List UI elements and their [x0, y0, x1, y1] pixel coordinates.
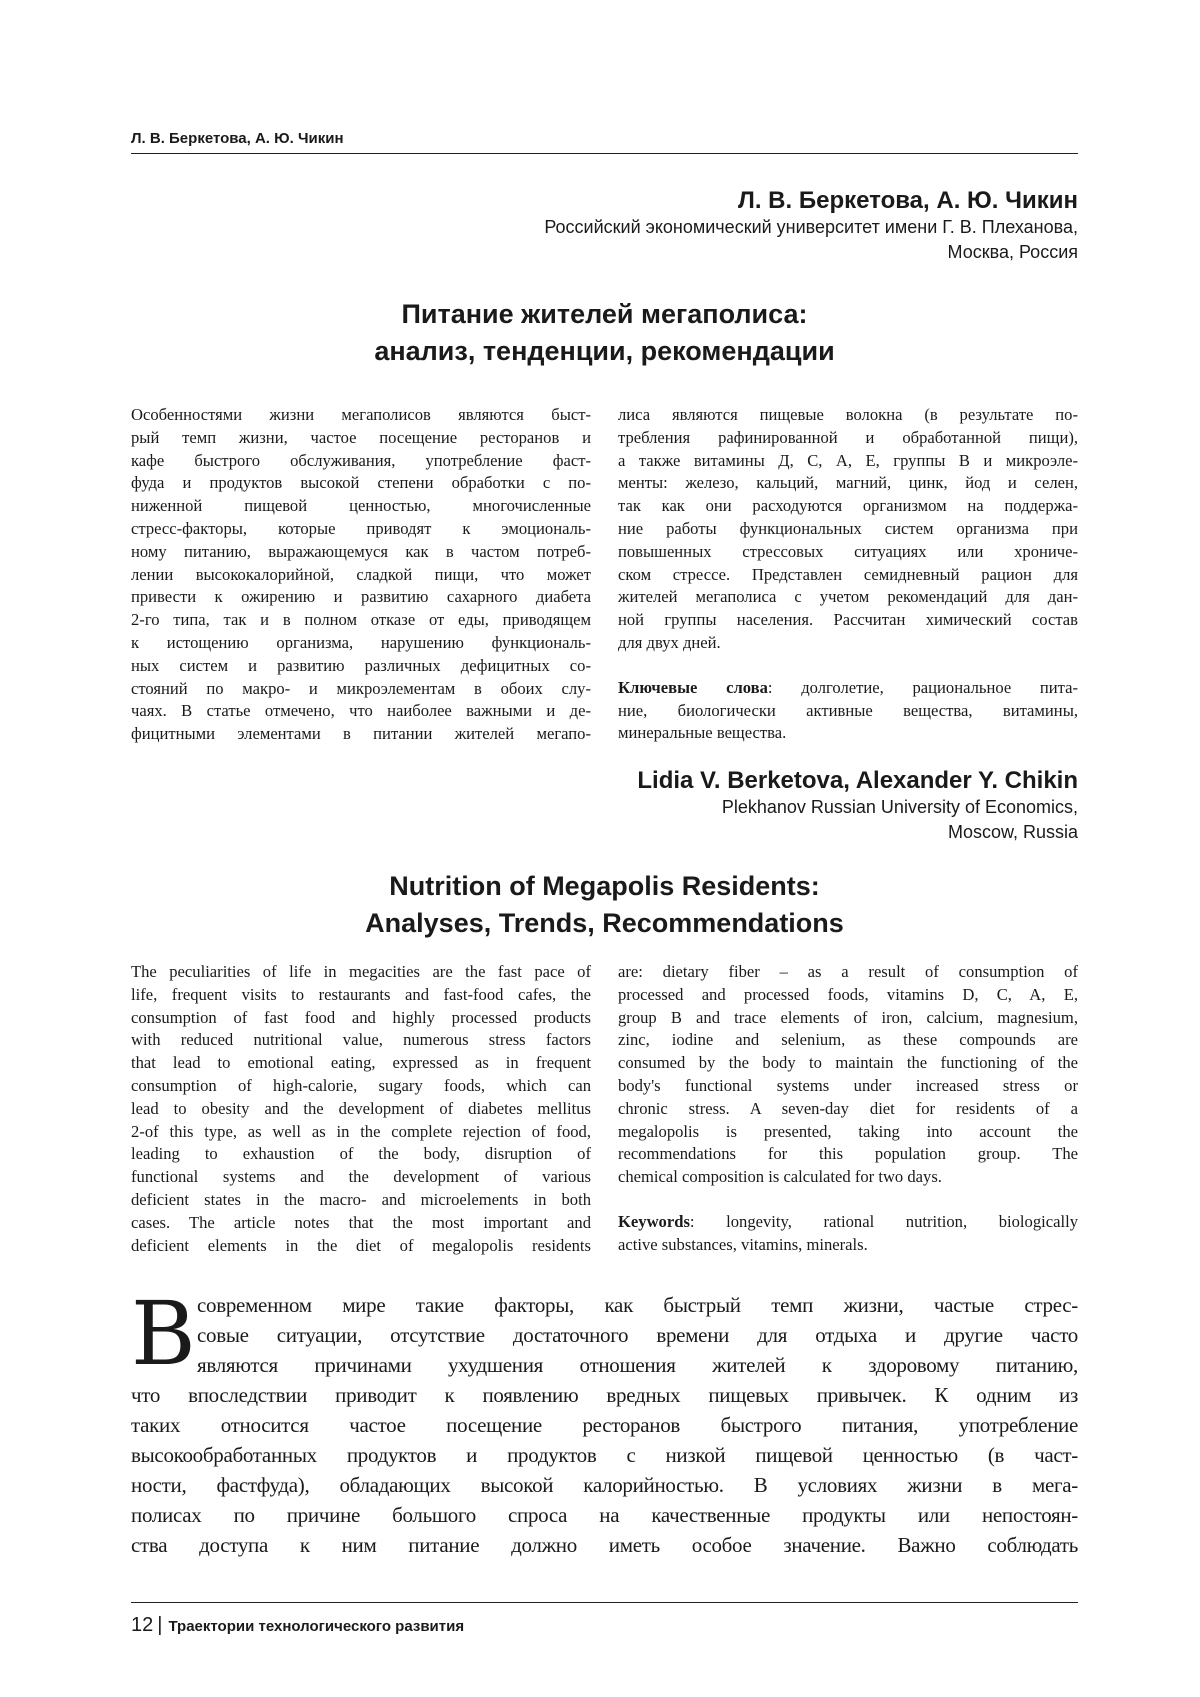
text-line: повышенных стрессовых ситуациях или хрониче-	[618, 541, 1078, 564]
keywords-label: Ключевые слова	[618, 678, 768, 697]
text-line: lead to obesity and the development of diabetes mellitus	[131, 1098, 591, 1121]
text-line: менты: железо, кальций, магний, цинк, йод и селен,	[618, 472, 1078, 495]
en-abstract-left-column	[131, 961, 591, 1257]
keywords-line: минеральные вещества.	[618, 722, 1078, 745]
en-title-line-1: Nutrition of Megapolis Residents:	[131, 868, 1078, 905]
text-line: стресс-факторы, которые приводят к эмоциональ-	[131, 518, 591, 541]
keywords-line	[618, 677, 1078, 700]
keywords-text: : longevity, rational nutrition, biologically	[690, 1212, 1078, 1231]
text-line: ности, фастфуда), обладающих высокой калорийностью. В условиях жизни в мега-	[131, 1470, 1078, 1500]
text-line: cases. The article notes that the most important and	[131, 1212, 591, 1235]
text-line: а также витамины Д, С, А, Е, группы В и микроэле-	[618, 450, 1078, 473]
text-line: body's functional systems under increased stress or	[618, 1075, 1078, 1098]
ru-affiliation-line-1: Российский экономический университет имени Г. В. Плеханова,	[544, 215, 1078, 240]
footer-separator: |	[157, 1614, 162, 1636]
text-line: к истощению организма, нарушению функциональ-	[131, 632, 591, 655]
text-line: что впоследствии приводит к появлению вредных пищевых привычек. К одним из	[131, 1380, 1078, 1410]
text-line: ние работы функциональных систем организма при	[618, 518, 1078, 541]
text-line: recommendations for this population group. The	[618, 1143, 1078, 1166]
text-line: ному питанию, выражающемуся как в частом потреб-	[131, 541, 591, 564]
ru-abstract-left-column	[131, 404, 591, 746]
text-line: так как они расходуются организмом на поддержа-	[618, 495, 1078, 518]
ru-title-line-2: анализ, тенденции, рекомендации	[131, 333, 1078, 370]
ru-author-block	[544, 187, 1078, 265]
keywords-line: ние, биологически активные вещества, витамины,	[618, 700, 1078, 723]
footer	[131, 1614, 464, 1637]
text-line: для двух дней.	[618, 632, 1078, 655]
text-line: ной группы населения. Рассчитан химический состав	[618, 609, 1078, 632]
text-line: чаях. В статье отмечено, что наиболее важными и де-	[131, 700, 591, 723]
text-line: zinc, iodine and selenium, as these compounds are	[618, 1029, 1078, 1052]
text-line: высокообработанных продуктов и продуктов с низкой пищевой ценностью (в част-	[131, 1440, 1078, 1470]
keywords-line: active substances, vitamins, minerals.	[618, 1234, 1078, 1257]
text-line: лиса являются пищевые волокна (в результате по-	[618, 404, 1078, 427]
ru-title-line-1: Питание жителей мегаполиса:	[131, 296, 1078, 333]
header-rule	[131, 153, 1078, 154]
text-line: group B and trace elements of iron, calcium, magnesium,	[618, 1007, 1078, 1030]
running-header: Л. В. Беркетова, А. Ю. Чикин	[131, 130, 344, 147]
text-line: are: dietary fiber – as a result of consumption of	[618, 961, 1078, 984]
keywords-text: : долголетие, рациональное пита-	[768, 678, 1078, 697]
keywords-label: Keywords	[618, 1212, 690, 1231]
text-line: with reduced nutritional value, numerous stress factors	[131, 1029, 591, 1052]
text-line: megalopolis is presented, taking into account the	[618, 1121, 1078, 1144]
text-line: chronic stress. A seven-day diet for residents of a	[618, 1098, 1078, 1121]
text-line: processed and processed foods, vitamins D, C, A, E,	[618, 984, 1078, 1007]
text-line: являются причинами ухудшения отношения жителей к здоровому питанию,	[131, 1350, 1078, 1380]
text-line: chemical composition is calculated for two days.	[618, 1166, 1078, 1189]
en-author-block	[637, 767, 1078, 845]
journal-name: Траектории технологического развития	[168, 1618, 464, 1635]
text-line: life, frequent visits to restaurants and fast-food cafes, the	[131, 984, 591, 1007]
text-line: стояний по макро- и микроэлементам в обоих слу-	[131, 678, 591, 701]
ru-title	[131, 296, 1078, 370]
text-line: ства доступа к ним питание должно иметь особое значение. Важно соблюдать	[131, 1530, 1078, 1560]
text-line: consumption of fast food and highly processed products	[131, 1007, 591, 1030]
ru-authors: Л. В. Беркетова, А. Ю. Чикин	[544, 187, 1078, 215]
en-abstract-right-column	[618, 961, 1078, 1257]
drop-cap: В	[131, 1290, 196, 1378]
en-authors: Lidia V. Berketova, Alexander Y. Chikin	[637, 767, 1078, 795]
text-line: deficient elements in the diet of megalopolis residents	[131, 1235, 591, 1258]
text-line: Особенностями жизни мегаполисов являются быст-	[131, 404, 591, 427]
text-line: The peculiarities of life in megacities are the fast pace of	[131, 961, 591, 984]
spacer	[618, 1189, 1078, 1211]
text-line: functional systems and the development of various	[131, 1166, 591, 1189]
text-line: фуда и продуктов высокой степени обработки с по-	[131, 472, 591, 495]
text-line: современном мире такие факторы, как быстрый темп жизни, частые стрес-	[131, 1290, 1078, 1320]
en-title	[131, 868, 1078, 942]
text-line: привести к ожирению и развитию сахарного диабета	[131, 586, 591, 609]
text-line: 2-го типа, так и в полном отказе от еды, приводящем	[131, 609, 591, 632]
text-line: совые ситуации, отсутствие достаточного времени для отдыха и другие часто	[131, 1320, 1078, 1350]
text-line: кафе быстрого обслуживания, употребление фаст-	[131, 450, 591, 473]
text-line: ных систем и развитию различных дефицитных со-	[131, 655, 591, 678]
text-line: consumption of high-calorie, sugary foods, which can	[131, 1075, 591, 1098]
text-line: consumed by the body to maintain the functioning of the	[618, 1052, 1078, 1075]
footer-rule	[131, 1602, 1078, 1603]
text-line: that lead to emotional eating, expressed as in frequent	[131, 1052, 591, 1075]
ru-affiliation-line-2: Москва, Россия	[544, 240, 1078, 265]
spacer	[618, 655, 1078, 677]
text-line: жителей мегаполиса с учетом рекомендаций для дан-	[618, 586, 1078, 609]
en-affiliation-line-2: Moscow, Russia	[637, 820, 1078, 845]
text-line: leading to exhaustion of the body, disruption of	[131, 1143, 591, 1166]
text-line: ниженной пищевой ценностью, многочисленные	[131, 495, 591, 518]
text-line: лении высококалорийной, сладкой пищи, что может	[131, 564, 591, 587]
ru-abstract-right-column	[618, 404, 1078, 745]
text-line: фицитными элементами в питании жителей мегапо-	[131, 723, 591, 746]
body-text	[131, 1290, 1078, 1560]
text-line: требления рафинированной и обработанной пищи),	[618, 427, 1078, 450]
page-number: 12	[131, 1614, 153, 1636]
keywords-line	[618, 1211, 1078, 1234]
text-line: рый темп жизни, частое посещение ресторанов и	[131, 427, 591, 450]
text-line: ском стрессе. Представлен семидневный рацион для	[618, 564, 1078, 587]
text-line: deficient states in the macro- and microelements in both	[131, 1189, 591, 1212]
text-line: таких относится частое посещение ресторанов быстрого питания, употребление	[131, 1410, 1078, 1440]
en-affiliation-line-1: Plekhanov Russian University of Economics,	[637, 795, 1078, 820]
en-title-line-2: Analyses, Trends, Recommendations	[131, 905, 1078, 942]
text-line: 2-of this type, as well as in the complete rejection of food,	[131, 1121, 591, 1144]
text-line: полисах по причине большого спроса на качественные продукты или непостоян-	[131, 1500, 1078, 1530]
